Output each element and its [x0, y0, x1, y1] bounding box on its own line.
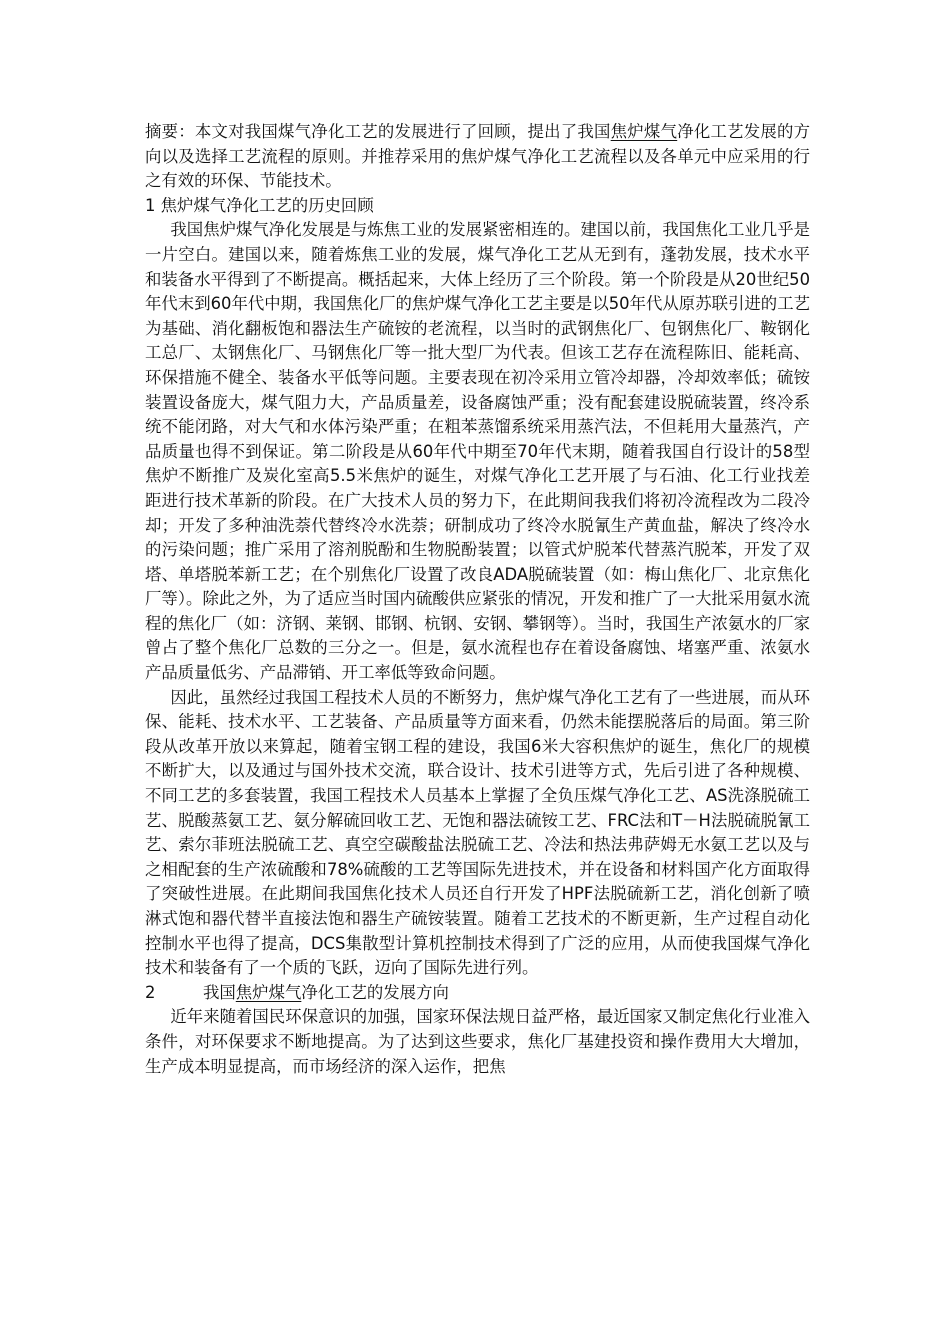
section1-paragraph-1: 我国焦炉煤气净化发展是与炼焦工业的发展紧密相连的。建国以前，我国焦化工业几乎是一片空白。建国以来，随着炼焦工业的发展，煤气净化工艺从无到有，蓬勃发展，技术水平和装备水平得到了不断提高。概括起来，大体上经历了三个阶段。第一个阶段是从20世纪50年代末到60年代中期，我国焦化厂的焦炉煤气净化工艺主要是以50年代从原苏联引进的工艺为基础、消化翻板饱和器法生产硫铵的老流程，以当时的武钢焦化厂、包钢焦化厂、鞍钢化工总厂、太钢焦化厂、马钢焦化厂等一批大型厂为代表。但该工艺存在流程陈旧、能耗高、环保措施不健全、装备水平低等问题。主要表现在初冷采用立管冷却器，冷却效率低；硫铵装置设备庞大，煤气阻力大，产品质量差，设备腐蚀严重；没有配套建设脱硫装置，终冷系统不能闭路，对大气和水体污染严重；在粗苯蒸馏系统采用蒸汽法，不但耗用大量蒸汽，产品质量也得不到保证。第二阶段是从60年代中期至70年代末期，随着我国自行设计的58型焦炉不断推广及炭化室高5.5米焦炉的诞生，对煤气净化工艺开展了与石油、化工行业找差距进行技术革新的阶段。在广大技术人员的努力下，在此期间我我们将初冷流程改为二段冷却；开发了多种油洗萘代替终冷水洗萘；研制成功了终冷水脱氰生产黄血盐，解决了终冷水的污染问题；推广采用了溶剂脱酚和生物脱酚装置；以管式炉脱苯代替蒸汽脱苯，开发了双塔、单塔脱苯新工艺；在个别焦化厂设置了改良ADA脱硫装置（如：梅山焦化厂、北京焦化厂等）。除此之外，为了适应当时国内硫酸供应紧张的情况，开发和推广了一大批采用氨水流程的焦化厂（如：济钢、莱钢、邯钢、杭钢、安钢、攀钢等）。当时，我国生产浓氨水的厂家曾占了整个焦化厂总数的三分之一。但是，氨水流程也存在着设备腐蚀、堵塞严重、浓氨水产品质量低劣、产品滞销、开工率低等致命问题。 [145, 220, 810, 683]
document-page [145, 120, 810, 1079]
abstract-suffix: 净化工艺发展的方向以及选择工艺流程的原则。并推荐采用的焦炉煤气净化工艺流程以及各单元中应采用的行之有效的环保、节能技术。 [145, 122, 811, 191]
section2-heading [145, 981, 810, 1006]
section1-paragraph-2: 因此，虽然经过我国工程技术人员的不断努力，焦炉煤气净化工艺有了一些进展，而从环保、能耗、技术水平、工艺装备、产品质量等方面来看，仍然未能摆脱落后的局面。第三阶段从改革开放以来算起，随着宝钢工程的建设，我国6米大容积焦炉的诞生，焦化厂的规模不断扩大，以及通过与国外技术交流，联合设计、技术引进等方式，先后引进了各种规模、不同工艺的多套装置，我国工程技术人员基本上掌握了全负压煤气净化工艺、AS洗涤脱硫工艺、脱酸蒸氨工艺、氨分解硫回收工艺、无饱和器法硫铵工艺、FRC法和T－H法脱硫脱氰工艺、索尔菲班法脱硫工艺、真空空碳酸盐法脱硫工艺、冷法和热法弗萨姆无水氨工艺以及与之相配套的生产浓硫酸和78%硫酸的工艺等国际先进技术，并在设备和材料国产化方面取得了突破性进展。在此期间我国焦化技术人员还自行开发了HPF法脱硫新工艺，消化创新了喷淋式饱和器代替半直接法饱和器生产硫铵装置。随着工艺技术的不断更新，生产过程自动化控制水平也得了提高，DCS集散型计算机控制技术得到了广泛的应用，从而使我国煤气净化技术和装备有了一个质的飞跃，迈向了国际先进行列。 [145, 687, 810, 978]
abstract-link[interactable]: 焦炉煤气 [610, 122, 678, 141]
section2-number: 2 [145, 982, 156, 1002]
section2-heading-suffix: 净化工艺的发展方向 [301, 982, 449, 1002]
section2-paragraph-1: 近年来随着国民环保意识的加强，国家环保法规日益严格，最近国家又制定焦化行业准入条件，对环保要求不断地提高。为了达到这些要求，焦化厂基建投资和操作费用大大增加，生产成本明显提高，而市场经济的深入运作，把焦 [145, 1007, 810, 1076]
section1-heading: 1 焦炉煤气净化工艺的历史回顾 [145, 195, 374, 215]
section2-heading-prefix: 我国 [203, 982, 236, 1002]
abstract [145, 120, 810, 194]
abstract-prefix: 摘要：本文对我国煤气净化工艺的发展进行了回顾，提出了我国 [145, 122, 611, 141]
section2-heading-link[interactable]: 焦炉煤气 [235, 982, 302, 1002]
